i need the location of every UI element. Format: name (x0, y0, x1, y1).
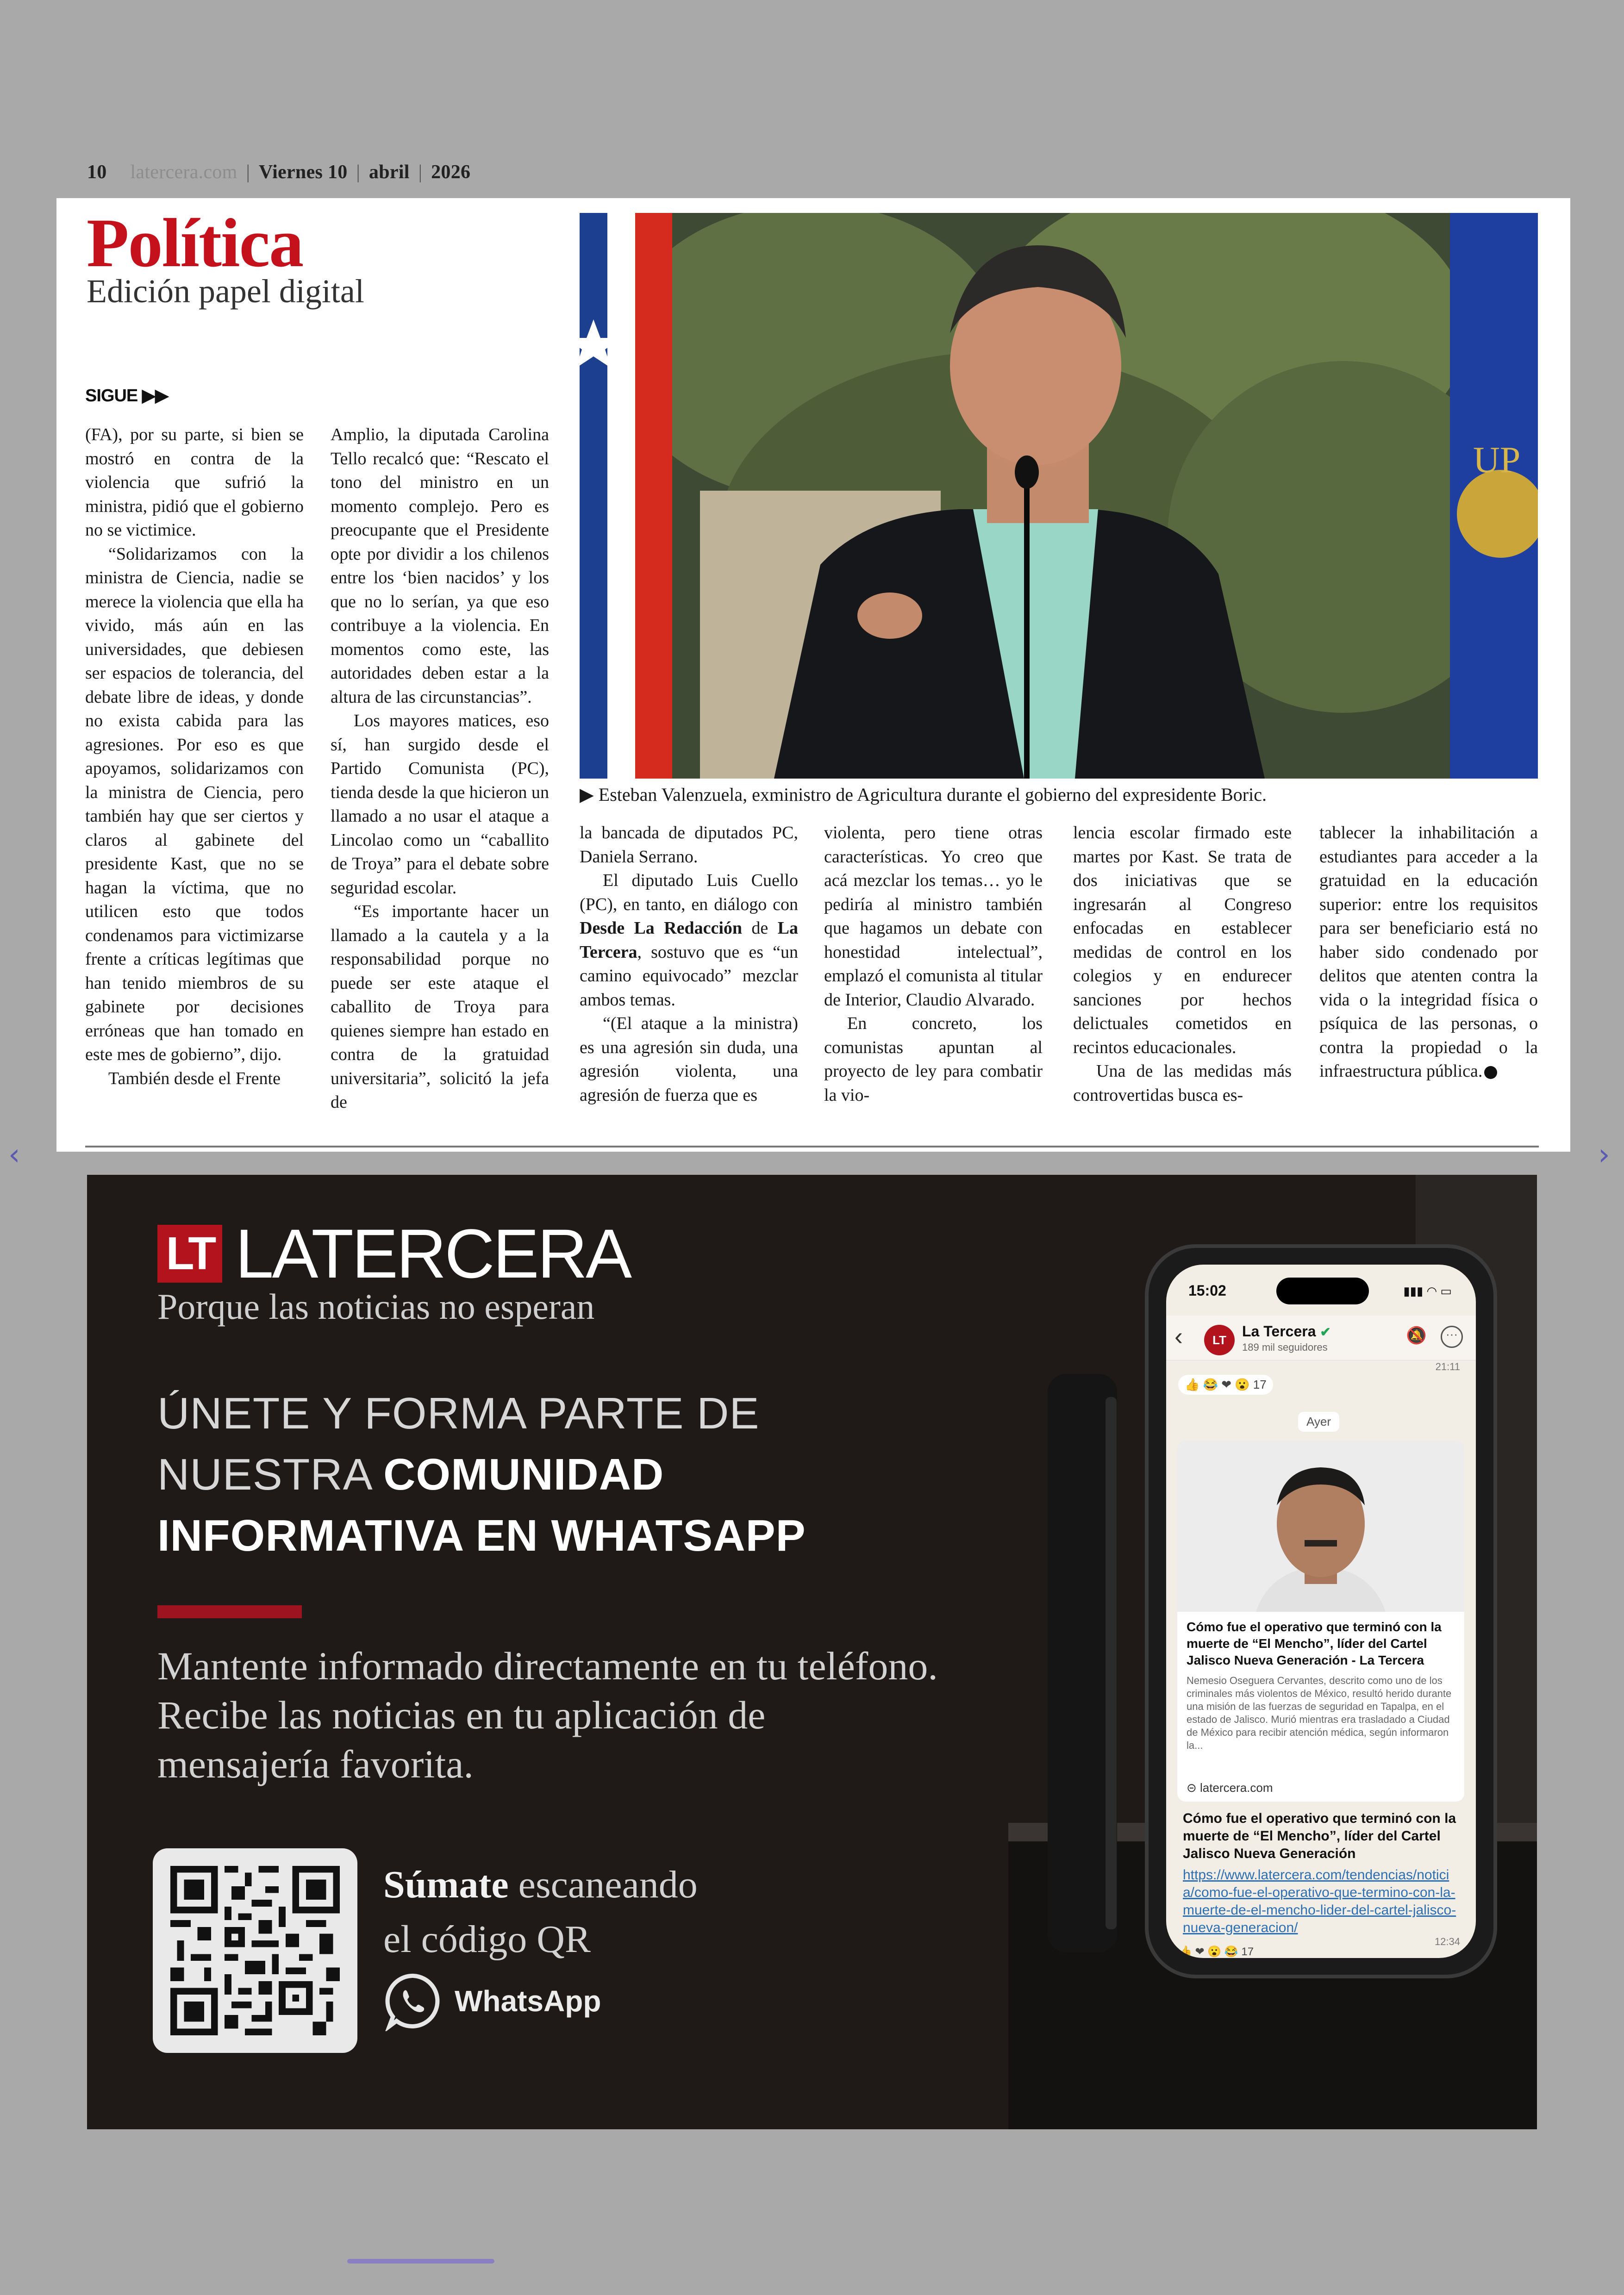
status-bar-icons: ▮▮▮ ◠ ▭ (1403, 1284, 1452, 1298)
channel-followers: 189 mil seguidores (1242, 1341, 1328, 1353)
svg-text:UP: UP (1473, 440, 1521, 480)
ad-body-text: Mantente informado directamente en tu teléfono. Recibe las noticias en tu aplicación de mensajería favorita. (157, 1644, 938, 1786)
folio-year: 2026 (431, 162, 471, 183)
page-divider (85, 1146, 1539, 1148)
lt-logo-mark: LT (157, 1225, 222, 1283)
phone-screen (1166, 1265, 1476, 1958)
phone-mockup-area (953, 1175, 1537, 2129)
link-preview-title: Cómo fue el operativo que terminó con la muerte de “El Mencho”, líder del Cartel Jalisco Nueva Generación - La Tercera (1187, 1620, 1442, 1667)
link-preview-image (1177, 1441, 1464, 1612)
newspaper-page (56, 198, 1570, 1152)
article-column-4: violenta, pero tiene otras características. Yo creo que acá mezclar los temas… yo le pediría al ministro también que hagamos un debate con honestidad intelectual”, emplazó el comunista al titular de Interior, Claudio Alvarado. En concreto, los comunistas apuntan al proyecto de ley para combatir la vio- (824, 823, 1043, 1105)
article-photo (580, 213, 1538, 779)
more-options-icon[interactable]: ··· (1441, 1326, 1463, 1348)
ad-tagline: Porque las noticias no esperan (157, 1286, 595, 1327)
day-separator: Ayer (1298, 1412, 1339, 1432)
message-time: 21:11 (1435, 1361, 1460, 1372)
section-subtitle: Edición papel digital (87, 273, 364, 310)
dynamic-island (1276, 1278, 1369, 1304)
page-number: 10 (87, 162, 107, 183)
photo-caption: ▶ Esteban Valenzuela, exministro de Agricultura durante el gobierno del expresidente Boric. (580, 784, 1267, 805)
message-time-2: 12:34 (1434, 1936, 1460, 1947)
whatsapp-icon (383, 1971, 443, 2031)
whatsapp-brand (383, 1971, 601, 2031)
back-icon[interactable]: ‹ (1174, 1322, 1183, 1350)
message-reactions[interactable]: 👍 😂 ❤ 😮 17 (1178, 1375, 1273, 1395)
end-of-article-icon (1484, 1066, 1497, 1079)
article-column-5: lencia escolar firmado este martes por Kast. Se trata de dos iniciativas que se ingresarán al Congreso enfocadas en establecer medidas de control en los colegios y en endurecer sanciones por hechos delictuales cometidos en recintos educacionales. Una de las medidas más controvertidas busca es- (1073, 823, 1292, 1105)
folio-weekday: Viernes 10 (259, 162, 348, 183)
article-column-2: Amplio, la diputada Carolina Tello recalcó que: “Rescato el tono del ministro en un momento complejo. Pero es preocupante que el Presidente opte por dividir a los chilenos entre los ‘bien nacidos’ y los que no lo serían, ya que eso contribuye a la violencia. En momentos como este, las autoridades deben estar a la altura de las circunstancias”. Los mayores matices, eso sí, han surgido desde el Partido Comunista (PC), tienda desde la que hicieron un llamado a no usar el ataque a Lincolao como un “caballito de Troya” para el debate sobre seguridad escolar. “Es importante hacer un llamado a la cautela y a la responsabilidad porque no puede ser este ataque el caballito de Troya para quienes siempre han estado en contra de la gratuidad universitaria”, solicitó la jefa de (331, 425, 549, 1112)
channel-name: La Tercera ✔ (1242, 1323, 1331, 1340)
channel-header (1166, 1316, 1476, 1360)
site-name: latercera.com (130, 162, 237, 183)
qr-code-icon (170, 1866, 340, 2035)
link-preview-domain: ⊝ latercera.com (1187, 1781, 1273, 1795)
whatsapp-ad (87, 1175, 1537, 2129)
article-column-1: (FA), por su parte, si bien se mostró en contra de la violencia que sufrió la ministra, pidió que el gobierno no se victimice. “Solidarizamos con la ministra de Ciencia, nadie se merece la violencia que ella ha vivido, más aún en las universidades, que debiesen ser espacios de tolerancia, del debate libre de ideas, y donde no exista cabida para las agresiones. Por eso es que apoyamos, solidarizamos con la ministra de Ciencia, pero también hay que ser ciertos y claros al gabinete del presidente Kast, que no se hagan la víctima, que no utilicen esto que todos condenamos para victimizarse frente a críticas legítimas que han tenido miembros de su gabinete por decisiones erróneas que han tomado en este mes de gobierno”, dijo. También desde el Frente (85, 425, 304, 1088)
link-preview-card[interactable] (1177, 1441, 1464, 1802)
channel-avatar: LT (1204, 1325, 1235, 1355)
accent-bar (157, 1605, 302, 1618)
message-title: Cómo fue el operativo que terminó con la muerte de “El Mencho”, líder del Cartel Jalisco Nueva Generación (1183, 1811, 1456, 1861)
message-link[interactable]: https://www.latercera.com/tendencias/noticia/como-fue-el-operativo-que-termino-con-la-muerte-de-el-mencho-lider-del-cartel-jalisco-nueva-generacion/ (1183, 1867, 1456, 1935)
whatsapp-label: WhatsApp (455, 1984, 601, 2018)
scan-instructions: Súmate escaneando el código QR (383, 1863, 698, 1961)
smartphone (1145, 1244, 1497, 1978)
continues-label: SIGUE ▶▶ (85, 386, 169, 405)
verified-icon: ✔ (1320, 1325, 1331, 1339)
folio-line: 10 latercera.com | Viernes 10 | abril | 2026 (87, 162, 471, 183)
mute-bell-icon[interactable]: 🔕 (1406, 1326, 1427, 1345)
status-bar-time: 15:02 (1188, 1282, 1226, 1299)
article-column-3: la bancada de diputados PC, Daniela Serrano. El diputado Luis Cuello (PC), en tanto, en diálogo con Desde La Redacción de La Tercera, sostuvo que es “un camino equivocado” mezclar ambos temas. “(El ataque a la ministra) es una agresión sin duda, una agresión violenta, una agresión de fuerza que es (580, 823, 798, 1105)
link-preview-description: Nemesio Oseguera Cervantes, descrito como uno de los criminales más violentos de México, resultó herido durante una misión de las fuerzas de seguridad en Tapalpa, en el estado de Jalisco. Murió mientras era trasladado a Ciudad de México para recibir atención médica, según informaron la... (1187, 1675, 1452, 1751)
previous-page-arrow[interactable]: ‹ (8, 1138, 20, 1172)
lt-logo-word: LATERCERA (235, 1215, 631, 1292)
photo-illustration (580, 213, 1538, 779)
folio-month: abril (369, 162, 410, 183)
article-column-6: tablecer la inhabilitación a estudiantes para acceder a la gratuidad en la educación superior: entre los requisitos para ser beneficiario está no haber sido condenado por delitos que atenten contra la vida o la integridad física o psíquica de las personas, o contra la propiedad o la infraestructura pública. (1319, 823, 1538, 1081)
message-reactions-2[interactable]: 👍 ❤ 😮 😂 17 (1178, 1946, 1254, 1958)
latercera-logo (157, 1215, 631, 1292)
page-progress-thumb[interactable] (347, 2259, 494, 2264)
next-page-arrow[interactable]: › (1598, 1138, 1610, 1172)
ad-headline: ÚNETE Y FORMA PARTE DE NUESTRA COMUNIDAD INFORMATIVA EN WHATSAPP (157, 1389, 806, 1560)
qr-code[interactable] (153, 1848, 357, 2053)
portrait-photo (1177, 1441, 1464, 1612)
section-title: Política (87, 205, 303, 281)
